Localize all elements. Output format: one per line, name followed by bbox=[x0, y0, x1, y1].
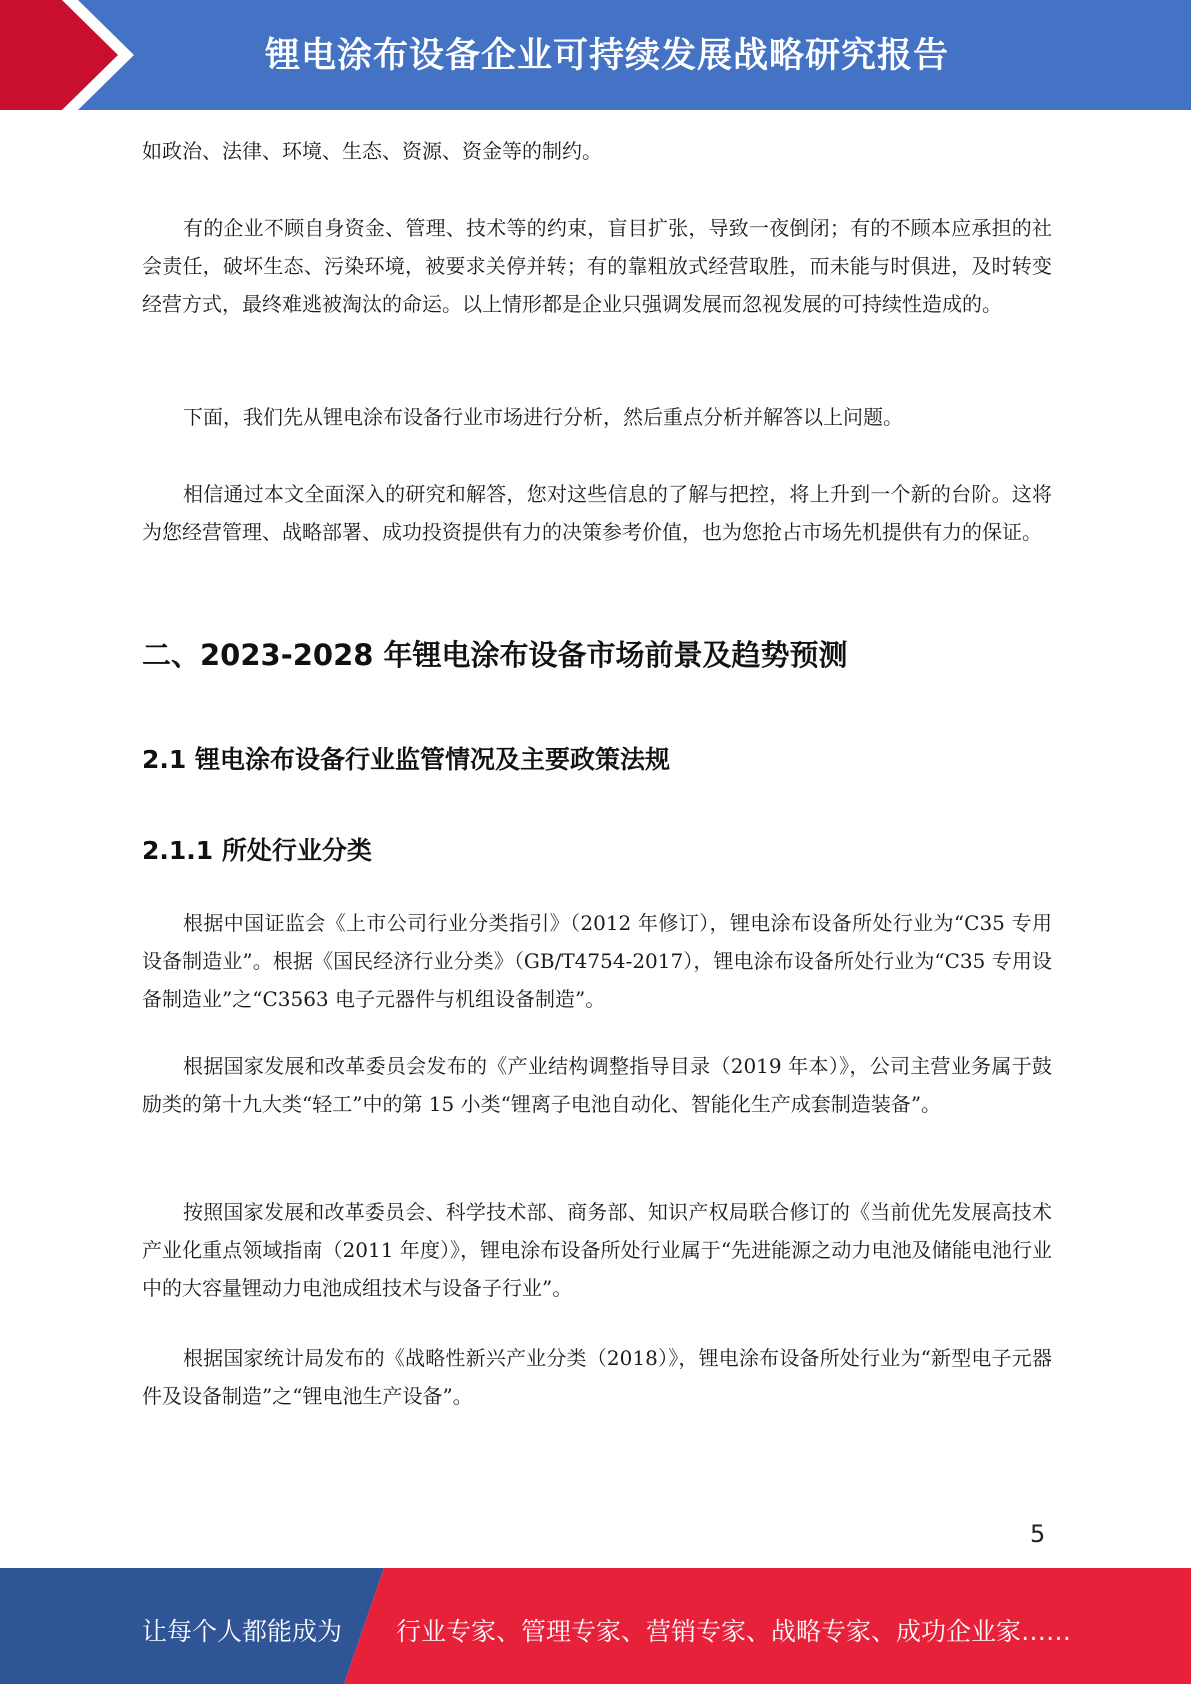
page-number: 5 bbox=[1030, 1520, 1046, 1548]
paragraph-5: 根据中国证监会《上市公司行业分类指引》（2012 年修订），锂电涂布设备所处行业为“C35 专用设备制造业”。根据《国民经济行业分类》（GB/T4754-2017），锂电涂布设备所处行业为“C35 专用设备制造业”之“C3563 电子元器件与机组设备制造”。 bbox=[142, 911, 1052, 1011]
subsection-heading-2-1-1: 2.1.1 所处行业分类 bbox=[142, 836, 372, 865]
subsection-heading-2-1: 2.1 锂电涂布设备行业监管情况及主要政策法规 bbox=[142, 745, 670, 774]
paragraph-7: 按照国家发展和改革委员会、科学技术部、商务部、知识产权局联合修订的《当前优先发展高技术产业化重点领域指南（2011 年度）》，锂电涂布设备所处行业属于“先进能源之动力电池及储能电池行业中的大容量锂动力电池成组技术与设备子行业”。 bbox=[142, 1200, 1052, 1300]
paragraph-2: 有的企业不顾自身资金、管理、技术等的约束，盲目扩张，导致一夜倒闭；有的不顾本应承担的社会责任，破坏生态、污染环境，被要求关停并转；有的靠粗放式经营取胜，而未能与时俱进，及时转变经营方式，最终难逃被淘汰的命运。以上情形都是企业只强调发展而忽视发展的可持续性造成的。 bbox=[142, 216, 1052, 316]
paragraph-4: 相信通过本文全面深入的研究和解答，您对这些信息的了解与把控，将上升到一个新的台阶。这将为您经营管理、战略部署、成功投资提供有力的决策参考价值，也为您抢占市场先机提供有力的保证。 bbox=[142, 482, 1052, 544]
paragraph-6: 根据国家发展和改革委员会发布的《产业结构调整指导目录（2019 年本）》，公司主营业务属于鼓励类的第十九大类“轻工”中的第 15 小类“锂离子电池自动化、智能化生产成套制造装备”。 bbox=[142, 1054, 1052, 1116]
paragraph-1: 如政治、法律、环境、生态、资源、资金等的制约。 bbox=[142, 139, 602, 163]
page-footer bbox=[0, 1568, 1191, 1684]
page-header bbox=[0, 0, 1191, 110]
report-title: 锂电涂布设备企业可持续发展战略研究报告 bbox=[265, 36, 950, 76]
header-chevron-decoration bbox=[0, 0, 160, 110]
paragraph-8: 根据国家统计局发布的《战略性新兴产业分类（2018）》，锂电涂布设备所处行业为“新型电子元器件及设备制造”之“锂电池生产设备”。 bbox=[142, 1346, 1052, 1408]
paragraph-3: 下面，我们先从锂电涂布设备行业市场进行分析，然后重点分析并解答以上问题。 bbox=[183, 405, 903, 429]
footer-slogan-left: 让每个人都能成为 bbox=[142, 1617, 343, 1646]
section-heading: 二、2023-2028 年锂电涂布设备市场前景及趋势预测 bbox=[142, 638, 848, 672]
footer-slogan-right: 行业专家、管理专家、营销专家、战略专家、成功企业家…… bbox=[396, 1617, 1072, 1646]
